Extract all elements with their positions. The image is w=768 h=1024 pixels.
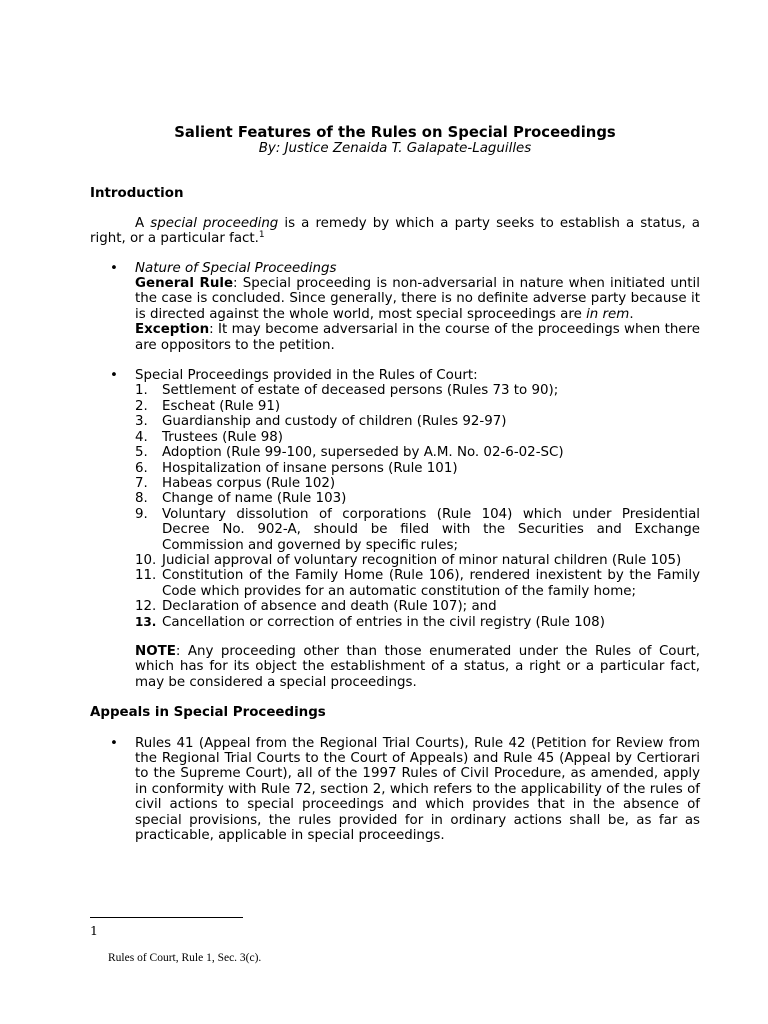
list-item: 7. Habeas corpus (Rule 102) — [135, 475, 336, 491]
section-heading-introduction: Introduction — [90, 186, 184, 202]
list-item: 10. Judicial approval of voluntary recognition of minor natural children (Rule 105) — [135, 552, 682, 568]
general-rule: General Rule: Special proceeding is non-adversarial in nature when initiated until the case is concluded. Since generally, there is no definite adverse party because it is directed against the whole world, most special sproceedings are in rem. — [135, 276, 700, 322]
section-heading-appeals: Appeals in Special Proceedings — [90, 705, 326, 721]
provided-intro: Special Proceedings provided in the Rules of Court: — [135, 368, 478, 384]
document-title: Salient Features of the Rules on Special Proceedings — [174, 124, 616, 141]
appeals-text: Rules 41 (Appeal from the Regional Trial Courts), Rule 42 (Petition for Review from the Regional Trial Courts to the Court of Appeals) and Rule 45 (Appeal by Certiorari to the Supreme Court), all of the 1997 Rules of Civil Procedure, as amended, apply in conformity with Rule 72, section 2, which refers to the applicability of the rules of civil actions to special proceedings and which provides that in the absence of special provisions, the rules provided for in ordinary actions shall be, as far as practicable, applicable in special proceedings. — [135, 735, 700, 844]
list-item: 12. Declaration of absence and death (Rule 107); and — [135, 599, 497, 615]
nature-title: Nature of Special Proceedings — [135, 260, 337, 276]
list-item: 13. Cancellation or correction of entries in the civil registry (Rule 108) — [135, 614, 605, 630]
footnote-reference[interactable]: 1 — [258, 230, 265, 241]
emphasis-special-proceeding: special proceeding — [150, 215, 279, 231]
appeals-bullet — [90, 736, 700, 844]
nature-bullet — [90, 261, 700, 353]
document-body — [90, 125, 700, 843]
author-byline: By: Justice Zenaida T. Galapate-Laguilles — [258, 141, 532, 156]
bullet-icon: • — [110, 735, 118, 751]
proceedings-list — [135, 383, 700, 630]
footnote-number: 1 — [90, 923, 98, 938]
list-item: 3. Guardianship and custody of children (Rules 92-97) — [135, 414, 507, 430]
provided-bullet — [90, 368, 700, 630]
list-item: 8. Change of name (Rule 103) — [135, 491, 347, 507]
intro-paragraph: A special proceeding is a remedy by which a party seeks to establish a status, a right, or a particular fact.$^1$ — [90, 215, 700, 247]
bullet-icon: • — [110, 368, 118, 384]
list-item: 5. Adoption (Rule 99-100, superseded by A.M. No. 02-6-02-SC) — [135, 445, 564, 461]
exception-rule: Exception: It may become adversarial in the course of the proceedings when there are oppositors to the petition. — [135, 322, 700, 353]
bullet-icon: • — [110, 260, 118, 276]
list-item: 4. Trustees (Rule 98) — [135, 429, 284, 445]
list-item: 9. Voluntary dissolution of corporations (Rule 104) which under Presidential Decree No. 902-A, should be filed with the Securities and Exchange Commission and governed by specific rules; — [135, 506, 700, 553]
footnote-separator — [90, 917, 243, 918]
list-item: 6. Hospitalization of insane persons (Rule 101) — [135, 460, 458, 476]
note-paragraph: NOTE: Any proceeding other than those enumerated under the Rules of Court, which has for its object the establishment of a status, a right or a particular fact, may be considered a special proceedings. — [135, 643, 700, 690]
footnote-text: Rules of Court, Rule 1, Sec. 3(c). — [108, 952, 262, 964]
list-item: 2. Escheat (Rule 91) — [135, 398, 281, 414]
list-item: 1. Settlement of estate of deceased persons (Rules 73 to 90); — [135, 383, 559, 399]
list-item: 11. Constitution of the Family Home (Rule 106), rendered inexistent by the Family Code which provides for an automatic constitution of the family home; — [135, 568, 700, 599]
